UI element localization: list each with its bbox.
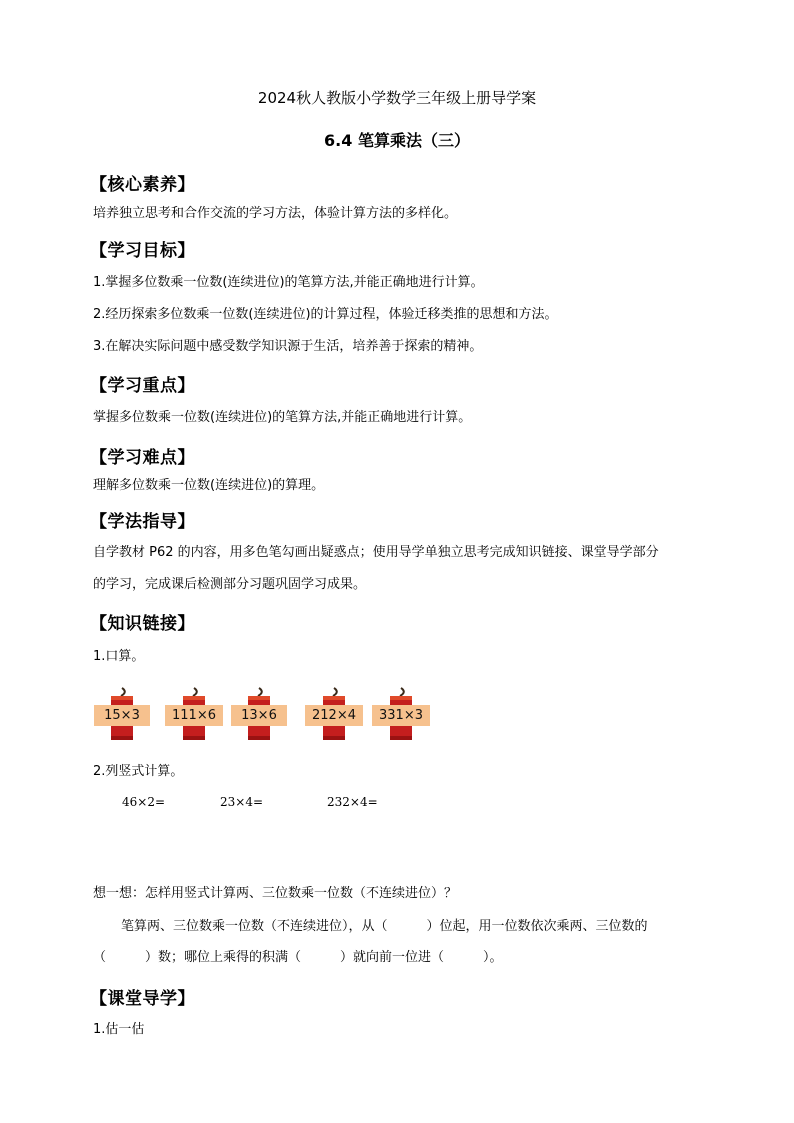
section-heading-method: 【学法指导】 — [90, 512, 195, 532]
firecracker-expression: 13×6 — [231, 705, 287, 726]
oral-calc-label: 1.口算。 — [93, 649, 145, 664]
section-heading-classroom: 【课堂导学】 — [90, 989, 195, 1009]
firecracker-card — [166, 686, 222, 742]
firecracker-expression: 15×3 — [94, 705, 150, 726]
core-literacy-text: 培养独立思考和合作交流的学习方法，体验计算方法的多样化。 — [93, 206, 458, 221]
method-text-line-2: 的学习，完成课后检测部分习题巩固学习成果。 — [93, 577, 367, 592]
section-heading-knowledge-link: 【知识链接】 — [90, 614, 195, 634]
goal-item-1: 1.掌握多位数乘一位数(连续进位)的笔算方法,并能正确地进行计算。 — [93, 275, 484, 290]
firecracker-card — [373, 686, 429, 742]
classroom-item-1: 1.估一估 — [93, 1022, 145, 1037]
goal-item-2: 2.经历探索多位数乘一位数(连续进位)的计算过程，体验迁移类推的思想和方法。 — [93, 307, 558, 322]
method-text-line-1: 自学教材 P62 的内容，用多色笔勾画出疑惑点；使用导学单独立思考完成知识链接、课堂导学部分 — [93, 545, 659, 560]
think-fill-line-2: （ ）数；哪位上乘得的积满（ ）就向前一位进（ ）。 — [93, 950, 503, 965]
think-fill-line-1: 笔算两、三位数乘一位数（不连续进位），从（ ）位起，用一位数依次乘两、三位数的 — [121, 919, 648, 934]
firecracker-card — [231, 686, 287, 742]
firecracker-card — [94, 686, 150, 742]
think-question: 想一想：怎样用竖式计算两、三位数乘一位数（不连续进位）？ — [93, 886, 458, 901]
key-points-text: 掌握多位数乘一位数(连续进位)的笔算方法,并能正确地进行计算。 — [93, 410, 472, 425]
section-heading-difficulties: 【学习难点】 — [90, 448, 195, 468]
lesson-title: 6.4 笔算乘法（三） — [324, 131, 470, 150]
firecracker-card — [306, 686, 362, 742]
section-heading-key-points: 【学习重点】 — [90, 376, 195, 396]
vertical-calc-item: 23×4= — [220, 795, 264, 809]
section-heading-goals: 【学习目标】 — [90, 241, 195, 261]
vertical-calc-item: 232×4= — [327, 795, 378, 809]
vertical-calc-item: 46×2= — [122, 795, 166, 809]
difficulties-text: 理解多位数乘一位数(连续进位)的算理。 — [93, 478, 325, 493]
goal-item-3: 3.在解决实际问题中感受数学知识源于生活，培养善于探索的精神。 — [93, 339, 483, 354]
firecracker-expression: 212×4 — [305, 705, 363, 726]
section-heading-core-literacy: 【核心素养】 — [90, 175, 195, 195]
vertical-calc-label: 2.列竖式计算。 — [93, 764, 184, 779]
document-title: 2024秋人教版小学数学三年级上册导学案 — [257, 89, 537, 107]
firecracker-expression: 111×6 — [165, 705, 223, 726]
firecracker-expression: 331×3 — [372, 705, 430, 726]
